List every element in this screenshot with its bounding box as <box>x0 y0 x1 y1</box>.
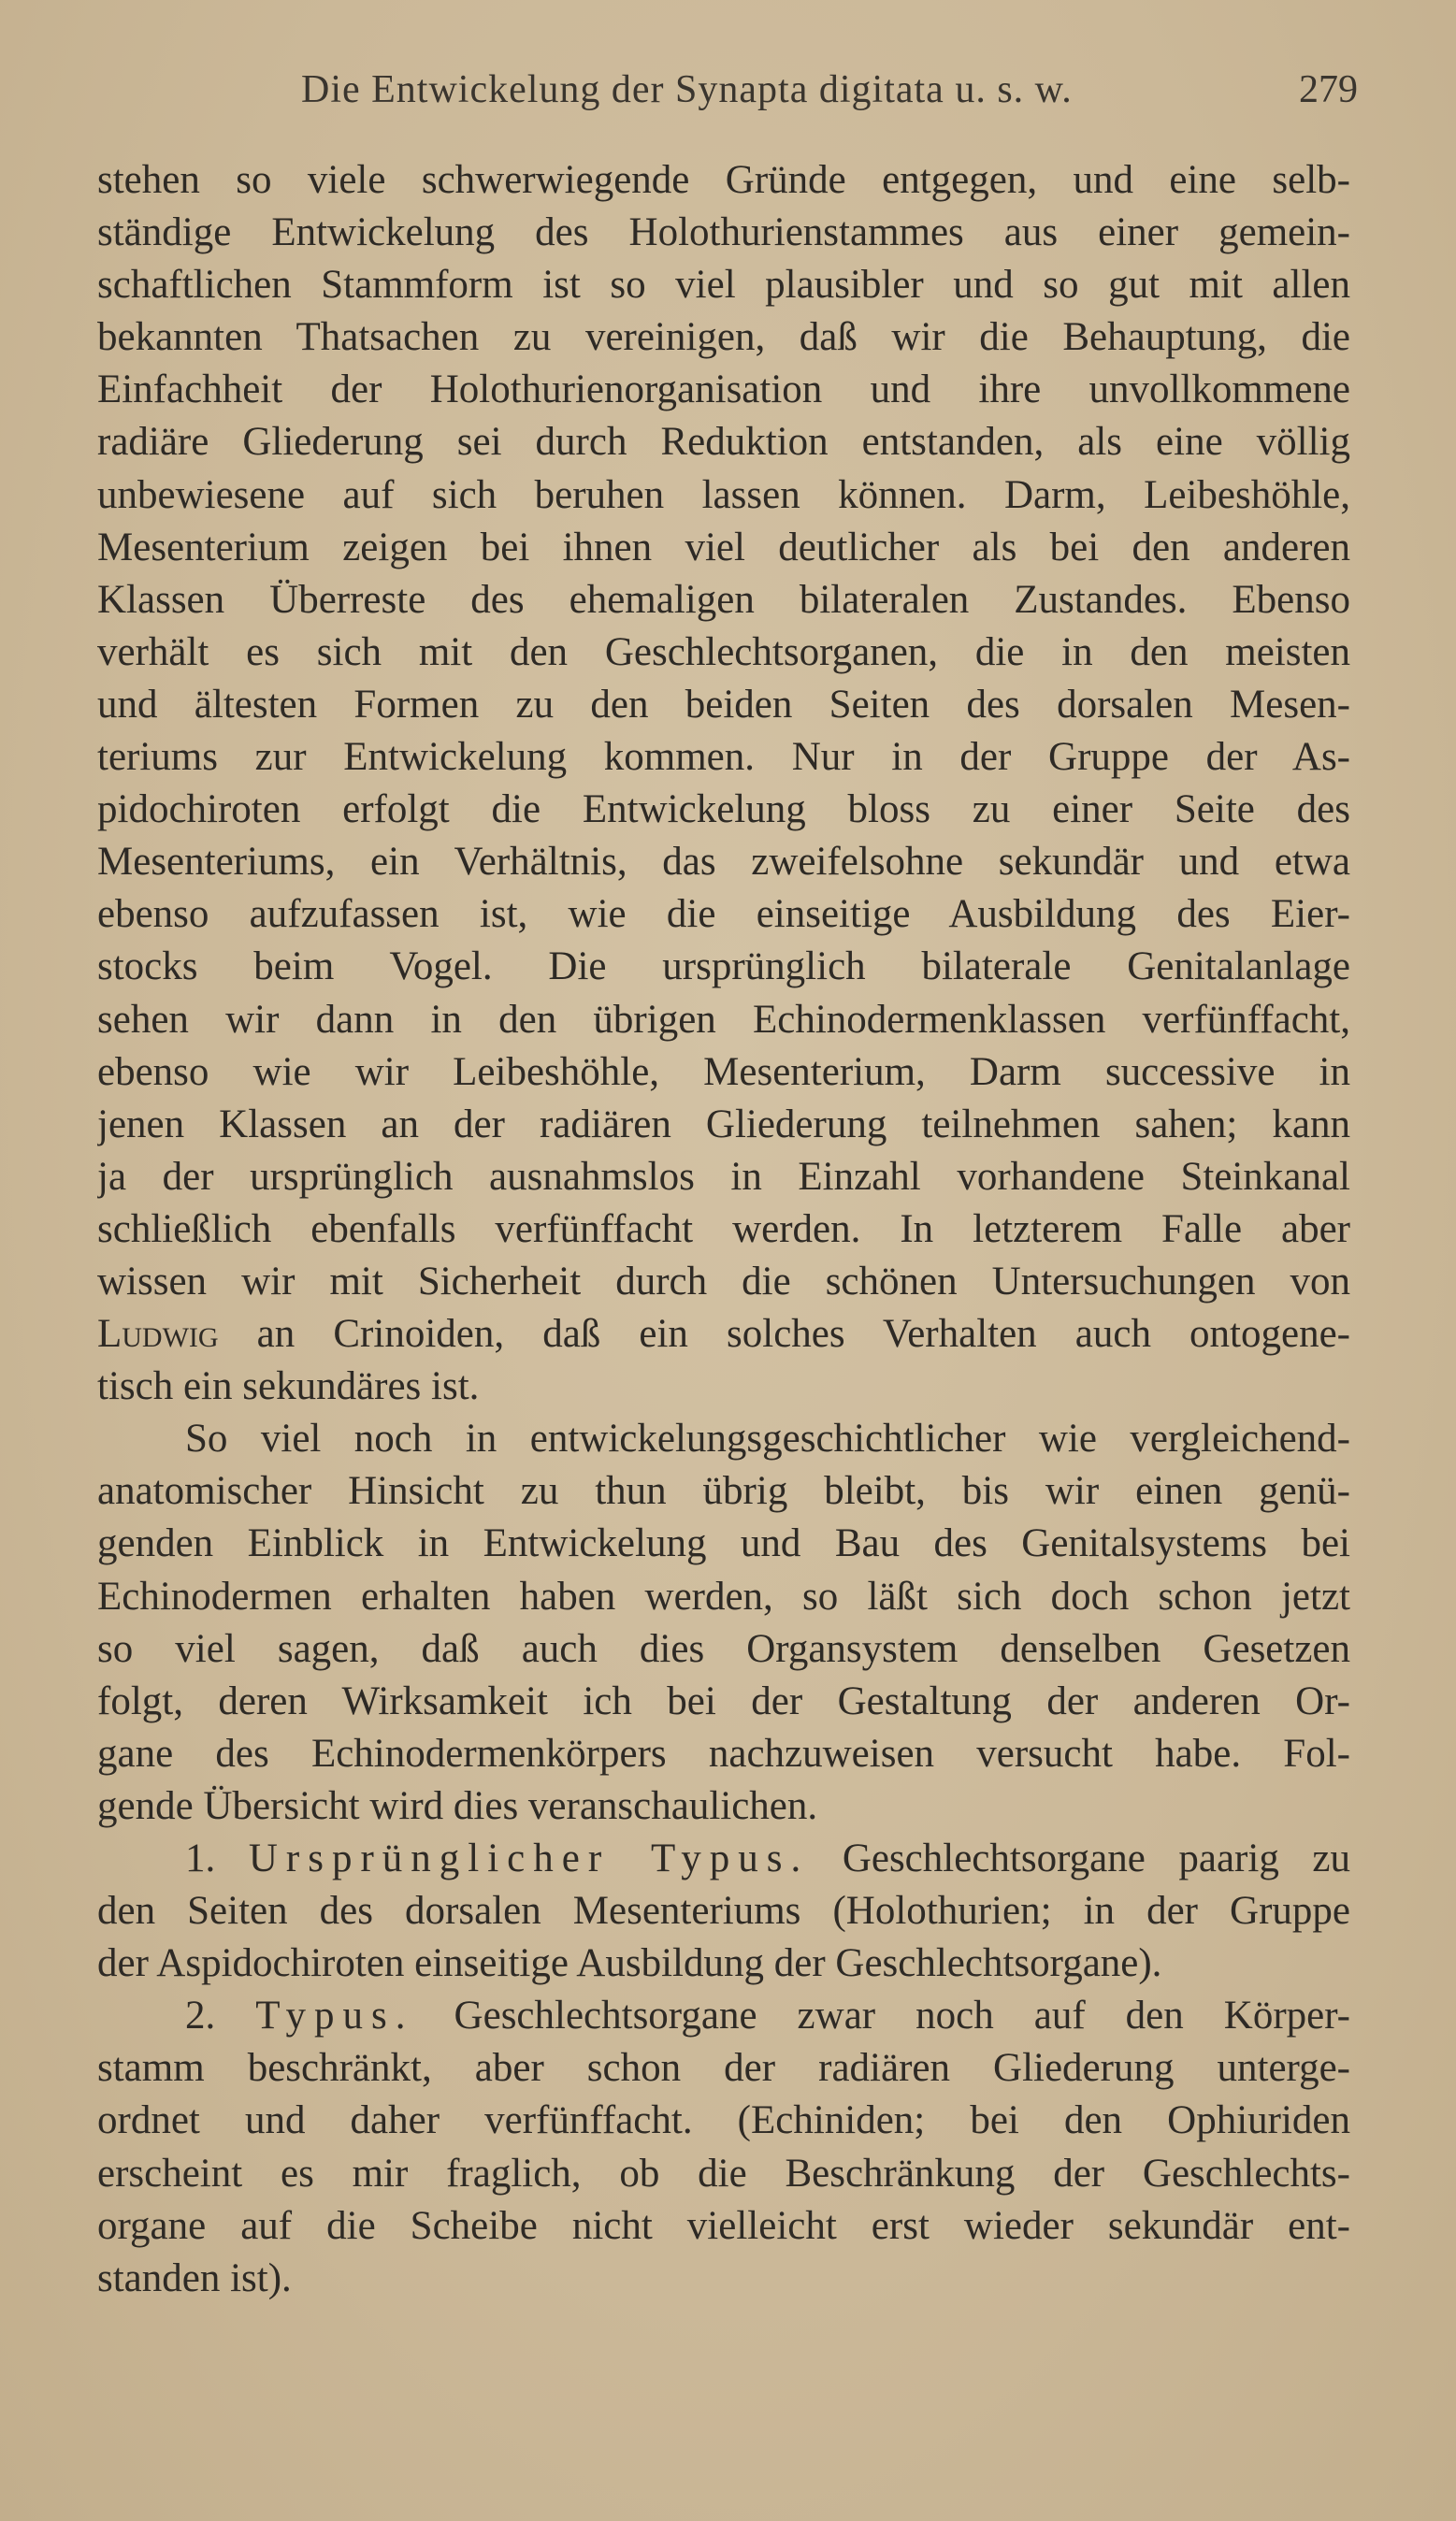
text-line: gende Übersicht wird dies veranschaulichen. <box>97 1783 818 1828</box>
text-line: ebenso aufzufassen ist, wie die einseitige Ausbildung des Eier- <box>97 892 1350 937</box>
text-line: bekannten Thatsachen zu vereinigen, daß wir die Behauptung, die <box>97 315 1350 360</box>
text-line: erscheint es mir fraglich, ob die Beschränkung der Geschlechts- <box>97 2151 1350 2196</box>
text-line: verhält es sich mit den Geschlechtsorganen, die in den meisten <box>97 629 1350 674</box>
list-item-2 <box>97 1990 1350 2305</box>
text-line: radiäre Gliederung sei durch Reduktion entstanden, als eine völlig <box>97 420 1350 465</box>
paragraph-1 <box>97 154 1350 1413</box>
text-line: jenen Klassen an der radiären Gliederung teilnehmen sahen; kann <box>97 1102 1350 1146</box>
text-line: tisch ein sekundäres ist. <box>97 1364 480 1409</box>
text-line: schaftlichen Stammform ist so viel plausibler und so gut mit allen <box>97 263 1350 308</box>
text-line: stamm beschränkt, aber schon der radiären Gliederung unterge- <box>97 2046 1350 2091</box>
list-label: Ursprünglicher Typus. <box>248 1837 810 1880</box>
text-line: ordnet und daher verfünffacht. (Echiniden; bei den Ophiuriden <box>97 2098 1350 2143</box>
text-line: unbewiesene auf sich beruhen lassen können. Darm, Leibeshöhle, <box>97 472 1350 517</box>
list-item-1 <box>97 1833 1350 1990</box>
text-line: organe auf die Scheibe nicht vielleicht erst wieder sekundär ent- <box>97 2203 1350 2248</box>
text-line: stehen so viele schwerwiegende Gründe entgegen, und eine selb- <box>97 158 1350 202</box>
text-line: ebenso wie wir Leibeshöhle, Mesenterium, Darm successive in <box>97 1049 1350 1094</box>
text-line: so viel sagen, daß auch dies Organsystem denselben Gesetzen <box>97 1626 1350 1671</box>
text-line: sehen wir dann in den übrigen Echinodermenklassen verfünffacht, <box>97 997 1350 1042</box>
text-line <box>97 1833 1350 1885</box>
text-line: ja der ursprünglich ausnahmslos in Einzahl vorhandene Steinkanal <box>97 1154 1350 1199</box>
text-line <box>97 1308 1350 1361</box>
paragraph-2 <box>97 1413 1350 1833</box>
text-line: So viel noch in entwickelungsgeschichtlicher wie vergleichend- <box>185 1417 1350 1462</box>
text-line: anatomischer Hinsicht zu thun übrig bleibt, bis wir einen genü- <box>97 1469 1350 1514</box>
list-number: 1. <box>185 1837 216 1880</box>
text-line: ständige Entwickelung des Holothurienstammes aus einer gemein- <box>97 210 1350 255</box>
text-line: standen ist). <box>97 2255 292 2300</box>
body-text <box>97 154 1350 2305</box>
page-header <box>94 67 1358 123</box>
text-line: Mesenterium zeigen bei ihnen viel deutlicher als bei den anderen <box>97 525 1350 569</box>
text-line <box>97 1990 1350 2042</box>
text-line: und ältesten Formen zu den beiden Seiten des dorsalen Mesen- <box>97 682 1350 727</box>
text-line: Echinodermen erhalten haben werden, so läßt sich doch schon jetzt <box>97 1574 1350 1619</box>
page-number: 279 <box>1299 68 1358 111</box>
text-line: Mesenteriums, ein Verhältnis, das zweifelsohne sekundär und etwa <box>97 840 1350 885</box>
text-fragment: Geschlechtsorgane paarig zu <box>809 1837 1350 1880</box>
list-label: Typus. <box>255 1994 414 2038</box>
text-fragment: an Crinoiden, daß ein solches Verhalten auch ontogene- <box>218 1312 1350 1357</box>
text-line: pidochiroten erfolgt die Entwickelung bloss zu einer Seite des <box>97 787 1350 832</box>
author-name: Ludwig <box>97 1312 219 1357</box>
text-line: genden Einblick in Entwickelung und Bau des Genitalsystems bei <box>97 1521 1350 1566</box>
text-line: gane des Echinodermenkörpers nachzuweisen versucht habe. Fol- <box>97 1731 1350 1776</box>
text-fragment: Geschlechtsorgane zwar noch auf den Körper- <box>413 1994 1350 2038</box>
text-line: teriums zur Entwickelung kommen. Nur in der Gruppe der As- <box>97 735 1350 780</box>
list-number: 2. <box>185 1994 216 2038</box>
text-line: folgt, deren Wirksamkeit ich bei der Gestaltung der anderen Or- <box>97 1678 1350 1723</box>
text-line: Klassen Überreste des ehemaligen bilateralen Zustandes. Ebenso <box>97 577 1350 622</box>
running-title: Die Entwickelung der Synapta digitata u. s. w. <box>301 68 1073 111</box>
text-line: stocks beim Vogel. Die ursprünglich bilaterale Genitalanlage <box>97 944 1350 989</box>
text-line: wissen wir mit Sicherheit durch die schönen Untersuchungen von <box>97 1259 1350 1304</box>
text-line: der Aspidochiroten einseitige Ausbildung der Geschlechtsorgane). <box>97 1941 1162 1986</box>
text-line: den Seiten des dorsalen Mesenteriums (Holothurien; in der Gruppe <box>97 1889 1350 1934</box>
text-line: schließlich ebenfalls verfünffacht werden. In letzterem Falle aber <box>97 1206 1350 1251</box>
text-line: Einfachheit der Holothurienorganisation und ihre unvollkommene <box>97 367 1350 412</box>
